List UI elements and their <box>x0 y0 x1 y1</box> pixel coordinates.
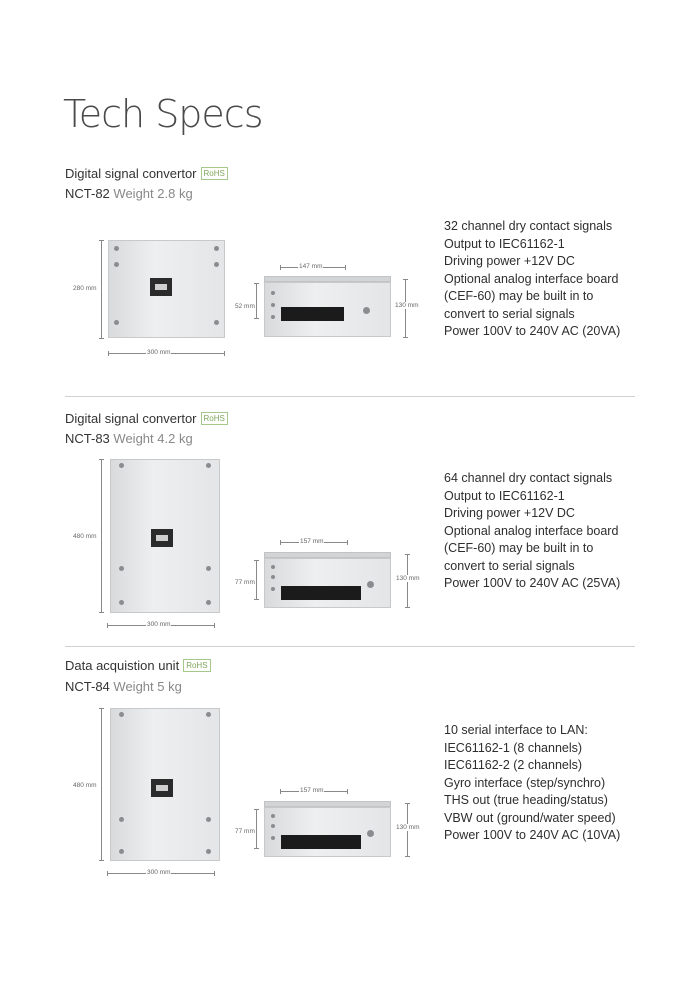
model-number: NCT-84 <box>65 679 110 694</box>
front-height-label: 480 mm <box>73 782 97 789</box>
model-weight: Weight 5 kg <box>113 679 182 694</box>
model-line <box>65 679 182 694</box>
side-slot-label: 52 mm <box>235 303 255 310</box>
side-height-label: 130 mm <box>396 575 420 582</box>
model-weight: Weight 2.8 kg <box>113 186 193 201</box>
spec-item: Power 100V to 240V AC (10VA) <box>444 828 621 842</box>
spec-item: Driving power +12V DC <box>444 506 575 520</box>
spec-item: (CEF-60) may be built in to <box>444 541 594 555</box>
side-width-label: 147 mm <box>299 263 323 270</box>
front-height-label: 480 mm <box>73 533 97 540</box>
spec-item: Gyro interface (step/synchro) <box>444 775 606 790</box>
page-title: Tech Specs <box>63 92 263 136</box>
side-view-illustration <box>264 807 391 857</box>
spec-item: VBW out (ground/water speed) <box>444 810 616 825</box>
side-slot-label: 77 mm <box>235 828 255 835</box>
front-height-label: 280 mm <box>73 285 97 292</box>
product-category-title: Digital signal convertor RoHS <box>65 411 228 426</box>
side-slot-label: 77 mm <box>235 579 255 586</box>
side-height-label: 130 mm <box>395 302 419 309</box>
spec-item: Power 100V to 240V AC (20VA) <box>444 324 621 338</box>
nameplate-icon <box>151 779 173 797</box>
spec-item: 10 serial interface to LAN: <box>444 723 588 737</box>
spec-item: IEC61162-1 (8 channels) <box>444 740 583 755</box>
spec-item: Optional analog interface board <box>444 271 619 286</box>
spec-item: 64 channel dry contact signals <box>444 471 613 485</box>
spec-list <box>444 722 620 845</box>
spec-item: convert to serial signals <box>444 558 575 573</box>
connector-slot <box>281 835 361 849</box>
front-width-label: 300 mm <box>147 621 171 628</box>
spec-item: convert to serial signals <box>444 306 575 321</box>
height-dimension-line <box>101 708 102 861</box>
slot-dimension-line <box>256 809 257 849</box>
spec-item: (CEF-60) may be built in to <box>444 289 594 303</box>
spec-item: Output to IEC61162-1 <box>444 488 565 503</box>
spec-item: Output to IEC61162-1 <box>444 236 565 251</box>
model-number: NCT-83 <box>65 431 110 446</box>
product-category-title: Digital signal convertor RoHS <box>65 166 228 181</box>
spec-item: Driving power +12V DC <box>444 254 575 268</box>
spec-item: IEC61162-2 (2 channels) <box>444 758 583 772</box>
product-category-title: Data acquistion unit RoHS <box>65 658 211 673</box>
side-width-label: 157 mm <box>300 787 324 794</box>
spec-item: THS out (true heading/status) <box>444 793 608 807</box>
rohs-badge: RoHS <box>201 167 228 180</box>
model-number: NCT-82 <box>65 186 110 201</box>
model-weight: Weight 4.2 kg <box>113 431 193 446</box>
front-width-label: 300 mm <box>147 869 171 876</box>
side-height-label: 130 mm <box>396 824 420 831</box>
side-width-label: 157 mm <box>300 538 324 545</box>
rohs-badge: RoHS <box>183 659 210 672</box>
spec-item: 32 channel dry contact signals <box>444 219 613 233</box>
spec-item: Optional analog interface board <box>444 523 619 538</box>
rohs-badge: RoHS <box>201 412 228 425</box>
front-width-label: 300 mm <box>147 349 171 356</box>
spec-item: Power 100V to 240V AC (25VA) <box>444 576 621 590</box>
front-view-illustration <box>110 708 220 861</box>
